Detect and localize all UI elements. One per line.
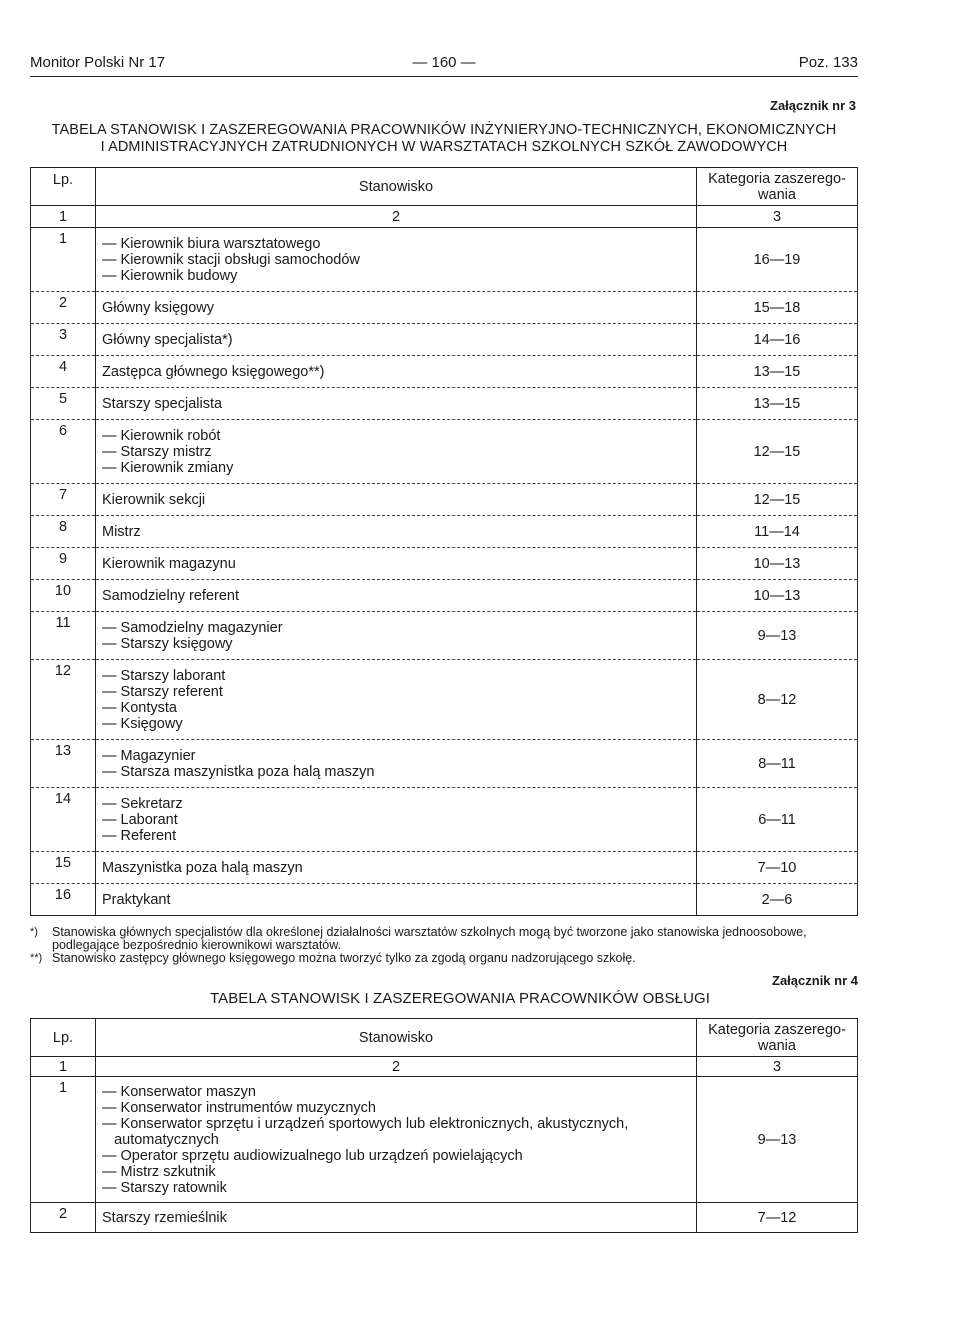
position-name: Kierownik magazynu xyxy=(102,555,236,572)
position-name: Maszynistka poza halą maszyn xyxy=(102,859,303,876)
category-range: 7—10 xyxy=(697,852,858,884)
position-cell xyxy=(96,660,697,740)
position-cell xyxy=(96,548,697,580)
position-name: — Laborant xyxy=(102,811,178,828)
row-number: 12 xyxy=(31,660,96,740)
table-row xyxy=(31,356,858,388)
position-cell xyxy=(96,228,697,292)
column-header-stanowisko: Stanowisko xyxy=(96,168,697,206)
page-header xyxy=(30,54,858,78)
column-number: 2 xyxy=(96,206,697,228)
annex-3-title xyxy=(30,122,858,156)
category-range: 13—15 xyxy=(697,356,858,388)
position-cell xyxy=(96,788,697,852)
row-number: 16 xyxy=(31,884,96,916)
category-range: 12—15 xyxy=(697,484,858,516)
position-name: Starszy rzemieślnik xyxy=(102,1209,227,1226)
table-row xyxy=(31,788,858,852)
table-row xyxy=(31,1203,858,1233)
table-row xyxy=(31,740,858,788)
table-row xyxy=(31,388,858,420)
position-name: Samodzielny referent xyxy=(102,587,240,604)
category-range: 8—12 xyxy=(697,660,858,740)
position-name: — Kierownik biura warsztatowego xyxy=(102,235,321,252)
position-cell xyxy=(96,1203,697,1233)
category-range: 9—13 xyxy=(697,1077,858,1203)
category-range: 10—13 xyxy=(697,548,858,580)
position-name: — Konserwator maszyn xyxy=(102,1083,256,1100)
annex-3-table xyxy=(30,167,858,916)
annex-3-label: Załącznik nr 3 xyxy=(770,98,856,113)
position-name: — Operator sprzętu audiowizualnego lub urządzeń powielających xyxy=(102,1147,523,1164)
position-name: — Kontysta xyxy=(102,699,177,716)
position-cell xyxy=(96,612,697,660)
row-number: 1 xyxy=(31,228,96,292)
footnote-mark: *) xyxy=(30,926,38,938)
position-name: — Starszy mistrz xyxy=(102,443,212,460)
position-cell xyxy=(96,292,697,324)
row-number: 15 xyxy=(31,852,96,884)
position-cell xyxy=(96,356,697,388)
kategoria-header-line-2: wania xyxy=(758,1037,796,1054)
position-name: — Kierownik stacji obsługi samochodów xyxy=(102,251,360,268)
table-row xyxy=(31,1077,858,1203)
category-range: 8—11 xyxy=(697,740,858,788)
position-cell xyxy=(96,324,697,356)
position-name: — Konserwator sprzętu i urządzeń sportowych lub elektronicznych, akustycznych, xyxy=(102,1115,629,1132)
position-name: Starszy specjalista xyxy=(102,395,223,412)
column-number: 1 xyxy=(31,206,96,228)
category-range: 6—11 xyxy=(697,788,858,852)
header-rule xyxy=(30,76,858,77)
position-name: automatycznych xyxy=(102,1131,219,1148)
position-cell xyxy=(96,884,697,916)
category-range: 7—12 xyxy=(697,1203,858,1233)
column-number: 3 xyxy=(697,206,858,228)
position-name: — Mistrz szkutnik xyxy=(102,1163,216,1180)
table-row xyxy=(31,324,858,356)
position-cell xyxy=(96,516,697,548)
position-name: — Magazynier xyxy=(102,747,196,764)
position-name: Główny księgowy xyxy=(102,299,215,316)
position-name: — Samodzielny magazynier xyxy=(102,619,283,636)
position-name: — Starszy ratownik xyxy=(102,1179,227,1196)
table-row xyxy=(31,580,858,612)
column-number: 2 xyxy=(96,1057,697,1077)
annex-3-title-line-2: I ADMINISTRACYJNYCH ZATRUDNIONYCH W WARSZTATACH SZKOLNYCH SZKÓŁ ZAWODOWYCH xyxy=(100,139,788,155)
row-number: 2 xyxy=(31,1203,96,1233)
position-cell xyxy=(96,852,697,884)
category-range: 13—15 xyxy=(697,388,858,420)
column-header-lp: Lp. xyxy=(31,1019,96,1057)
annex-3-footnotes xyxy=(30,926,860,965)
row-number: 9 xyxy=(31,548,96,580)
table-row xyxy=(31,228,858,292)
publication-name: Monitor Polski Nr 17 xyxy=(30,54,166,71)
row-number: 4 xyxy=(31,356,96,388)
position-name: Praktykant xyxy=(102,891,171,908)
position-name: — Starsza maszynistka poza halą maszyn xyxy=(102,763,375,780)
column-number: 3 xyxy=(697,1057,858,1077)
position-name: Kierownik sekcji xyxy=(102,491,206,508)
position-name: — Starszy laborant xyxy=(102,667,226,684)
category-range: 16—19 xyxy=(697,228,858,292)
row-number: 5 xyxy=(31,388,96,420)
annex-4-title: TABELA STANOWISK I ZASZEREGOWANIA PRACOWNIKÓW OBSŁUGI xyxy=(209,990,711,1007)
table-row xyxy=(31,884,858,916)
position-name: Zastępca głównego księgowego**) xyxy=(102,363,325,380)
column-header-kategoria xyxy=(697,168,858,206)
position-name: — Starszy referent xyxy=(102,683,223,700)
position-name: Główny specjalista*) xyxy=(102,331,233,348)
position-cell xyxy=(96,420,697,484)
column-header-kategoria xyxy=(697,1019,858,1057)
footnote-mark: **) xyxy=(30,952,43,964)
table-row xyxy=(31,516,858,548)
kategoria-header-line-2: wania xyxy=(758,186,796,203)
table-row xyxy=(31,420,858,484)
position-cell xyxy=(96,1077,697,1203)
column-header-stanowisko: Stanowisko xyxy=(96,1019,697,1057)
row-number: 2 xyxy=(31,292,96,324)
footnote xyxy=(30,952,860,965)
annex-4-table xyxy=(30,1018,858,1233)
row-number: 7 xyxy=(31,484,96,516)
category-range: 15—18 xyxy=(697,292,858,324)
position-name: — Kierownik zmiany xyxy=(102,459,234,476)
position-name: — Kierownik budowy xyxy=(102,267,238,284)
row-number: 14 xyxy=(31,788,96,852)
column-header-lp: Lp. xyxy=(31,168,96,206)
category-range: 11—14 xyxy=(697,516,858,548)
footnote-text: Stanowiska głównych specjalistów dla określonej działalności warsztatów szkolnych mogą być tworzone jako stanowiska jednoosobowe, podlegające bezpośrednio kierownikowi warsztatów. xyxy=(52,925,807,952)
row-number: 3 xyxy=(31,324,96,356)
annex-4-label: Załącznik nr 4 xyxy=(772,973,858,988)
column-number: 1 xyxy=(31,1057,96,1077)
table-row xyxy=(31,548,858,580)
category-range: 14—16 xyxy=(697,324,858,356)
row-number: 10 xyxy=(31,580,96,612)
row-number: 8 xyxy=(31,516,96,548)
row-number: 1 xyxy=(31,1077,96,1203)
table-row xyxy=(31,292,858,324)
position-name: — Księgowy xyxy=(102,715,183,732)
position-name: Mistrz xyxy=(102,523,141,540)
position-cell xyxy=(96,388,697,420)
position-name: — Starszy księgowy xyxy=(102,635,233,652)
row-number: 13 xyxy=(31,740,96,788)
footnote xyxy=(30,926,860,952)
position-name: — Konserwator instrumentów muzycznych xyxy=(102,1099,376,1116)
table-row xyxy=(31,612,858,660)
table-row xyxy=(31,660,858,740)
row-number: 11 xyxy=(31,612,96,660)
kategoria-header-line-1: Kategoria zaszerego- xyxy=(708,1021,846,1038)
position-cell xyxy=(96,484,697,516)
position-cell xyxy=(96,580,697,612)
row-number: 6 xyxy=(31,420,96,484)
page-number: — 160 — xyxy=(412,54,476,71)
position-name: — Referent xyxy=(102,827,177,844)
table-row xyxy=(31,852,858,884)
category-range: 12—15 xyxy=(697,420,858,484)
kategoria-header-line-1: Kategoria zaszerego- xyxy=(708,170,846,187)
annex-3-title-line-1: TABELA STANOWISK I ZASZEREGOWANIA PRACOWNIKÓW INŻYNIERYJNO-TECHNICZNYCH, EKONOMICZNYCH xyxy=(51,122,837,138)
footnote-text: Stanowisko zastępcy głównego księgowego można tworzyć tylko za zgodą organu nadzorującego szkołę. xyxy=(52,951,636,965)
position-name: — Sekretarz xyxy=(102,795,183,812)
position-number: Poz. 133 xyxy=(798,54,858,71)
category-range: 10—13 xyxy=(697,580,858,612)
position-cell xyxy=(96,740,697,788)
category-range: 9—13 xyxy=(697,612,858,660)
category-range: 2—6 xyxy=(697,884,858,916)
table-row xyxy=(31,484,858,516)
position-name: — Kierownik robót xyxy=(102,427,221,444)
